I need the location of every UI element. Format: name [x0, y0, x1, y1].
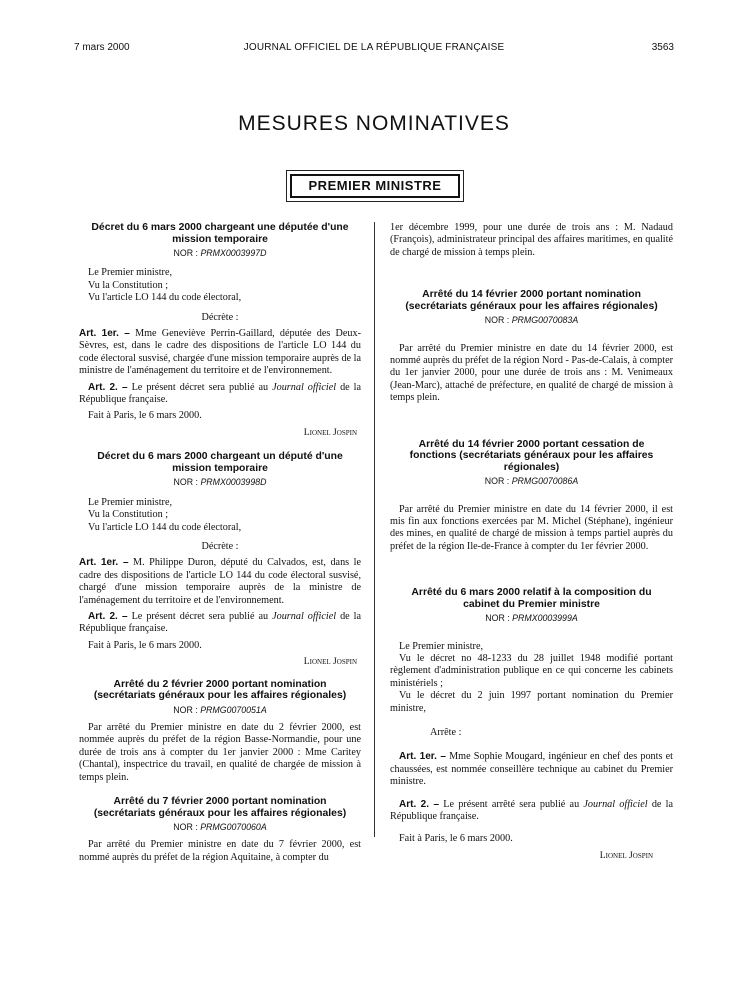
arrete-2-nor: NOR : PRMG0070060A: [173, 822, 267, 832]
decree-2-nor: NOR : PRMX0003998D: [173, 477, 267, 488]
arrete-4-body: Par arrêté du Premier ministre en date du 14 février 2000, il est mis fin aux fonctions exercées par M. Michel (Stéphane), ingénieur des mines, en qualité de chargé de mission à temps partiel auprès du préfet de la région Ile-de-France à compter du 1er février 2000.: [390, 503, 673, 552]
arrete-2-continuation: 1er décembre 1999, pour une durée de trois ans : M. Nadaud (François), administrateur principal des affaires maritimes, en qualité de chargé de mission à temps plein.: [390, 222, 673, 258]
column-divider: [374, 222, 375, 837]
decree-1-fait: Fait à Paris, le 6 mars 2000.: [88, 410, 202, 422]
arrete-3-title: Arrêté du 14 février 2000 portant nomination (secrétariats généraux pour les affaires régionales): [405, 289, 658, 312]
arrete-5-signature: Lionel Jospin: [599, 849, 653, 861]
arrete-5-arrete: Arrête :: [430, 727, 462, 739]
decree-2-decrete: Décrète :: [201, 540, 239, 552]
arrete-5-line: Vu le décret du 2 juin 1997 portant nomination du Premier ministre,: [390, 690, 673, 714]
arrete-5-nor: NOR : PRMX0003999A: [485, 613, 578, 624]
decree-1-title: Décret du 6 mars 2000 chargeant une députée d'une mission temporaire: [91, 222, 349, 245]
arrete-5-line: Le Premier ministre,: [399, 640, 484, 652]
ministry-label: PREMIER MINISTRE: [290, 174, 460, 198]
right-column: [390, 222, 673, 862]
arrete-2-title: Arrêté du 7 février 2000 portant nomination (secrétariats généraux pour les affaires régionales): [93, 796, 347, 819]
decree-1-decrete: Décrète :: [201, 311, 239, 323]
arrete-5-fait: Fait à Paris, le 6 mars 2000.: [399, 833, 513, 845]
arrete-1: [79, 679, 361, 784]
page-header: [0, 42, 748, 58]
page-number: 3563: [651, 42, 674, 53]
decree-2-fait: Fait à Paris, le 6 mars 2000.: [88, 639, 202, 651]
arrete-2-body: Par arrêté du Premier ministre en date du 7 février 2000, est nommé auprès du préfet de la région Aquitaine, à compter du: [79, 839, 361, 863]
arrete-4-nor: NOR : PRMG0070086A: [484, 476, 579, 487]
decree-1-article-2: Art. 2. – Le présent décret sera publié au Journal officiel de la République française.: [79, 381, 362, 406]
decree-1-line: Vu l'article LO 144 du code électoral,: [88, 292, 242, 304]
decree-2-article-1: Art. 1er. – M. Philippe Duron, député du Calvados, est, dans le cadre des dispositions de l'article LO 144 du code électoral susvisé, chargé d'une mission temporaire auprès de la ministre de l'aménagement du territoire et de l'environnement.: [79, 557, 361, 606]
arrete-2: [79, 796, 361, 864]
arrete-5-article-1: Art. 1er. – Mme Sophie Mougard, ingénieur en chef des ponts et chaussées, est nommée conseillère technique au cabinet du Premier ministre.: [390, 751, 673, 788]
header-date: 7 mars 2000: [74, 42, 130, 53]
decree-2-line: Vu l'article LO 144 du code électoral,: [88, 521, 242, 533]
arrete-1-nor: NOR : PRMG0070051A: [173, 704, 267, 715]
decree-2: [79, 451, 361, 668]
section-title: MESURES NOMINATIVES: [238, 112, 510, 135]
decree-1-signature: Lionel Jospin: [303, 426, 357, 438]
decree-2-title: Décret du 6 mars 2000 chargeant un député d'une mission temporaire: [97, 451, 343, 474]
arrete-1-title: Arrêté du 2 février 2000 portant nomination (secrétariats généraux pour les affaires régionales): [93, 678, 347, 702]
decree-1: [79, 222, 361, 439]
decree-2-article-2: Art. 2. – Le présent décret sera publié au Journal officiel de la République française.: [79, 610, 362, 635]
decree-2-signature: Lionel Jospin: [303, 656, 357, 668]
decree-2-line: Vu la Constitution ;: [88, 509, 169, 521]
arrete-1-body: Par arrêté du Premier ministre en date du 2 février 2000, est nommée auprès du préfet de la région Basse-Normandie, pour une durée de trois ans à compter du 1er janvier 2000 : Mme Caritey (Chantal), inspectrice du travail, en qualité de chargée de mission à temps plein.: [79, 721, 361, 783]
arrete-4-title: Arrêté du 14 février 2000 portant cessation de fonctions (secrétariats généraux pour les affaires régionales): [409, 438, 654, 473]
journal-title: JOURNAL OFFICIEL DE LA RÉPUBLIQUE FRANÇAISE: [243, 42, 505, 53]
left-column: [79, 222, 361, 864]
arrete-3-body: Par arrêté du Premier ministre en date du 14 février 2000, est nommé auprès du préfet de la région Nord - Pas-de-Calais, à compter du 1er janvier 2000, pour une durée de trois ans : M. Venimeaux (Jean-Marc), attaché de préfecture, en qualité de chargé de mission à temps plein.: [390, 342, 673, 404]
arrete-5: [390, 587, 673, 862]
arrete-5-line: Vu le décret no 48-1233 du 28 juillet 1948 modifié portant règlement d'administration publique en ce qui concerne les cabinets ministériels ;: [390, 653, 673, 689]
arrete-5-title: Arrêté du 6 mars 2000 relatif à la composition du cabinet du Premier ministre: [411, 587, 652, 610]
ministry-box: [286, 170, 464, 202]
decree-1-nor: NOR : PRMX0003997D: [173, 248, 267, 258]
arrete-3: [390, 289, 673, 404]
decree-2-line: Le Premier ministre,: [88, 496, 173, 508]
decree-1-line: Vu la Constitution ;: [88, 279, 169, 291]
decree-1-article-1: Art. 1er. – Mme Geneviève Perrin-Gaillard, députée des Deux-Sèvres, est, dans le cadre des dispositions de l'article LO 144 du code électoral susvisé, chargée d'une mission temporaire auprès de la ministre de l'aménagement du territoire et de l'environnement.: [79, 328, 361, 377]
decree-1-line: Le Premier ministre,: [88, 267, 173, 279]
arrete-3-nor: NOR : PRMG0070083A: [484, 315, 579, 326]
arrete-4: [390, 439, 673, 554]
arrete-5-article-2: Art. 2. – Le présent arrêté sera publié au Journal officiel de la République française.: [390, 798, 673, 823]
